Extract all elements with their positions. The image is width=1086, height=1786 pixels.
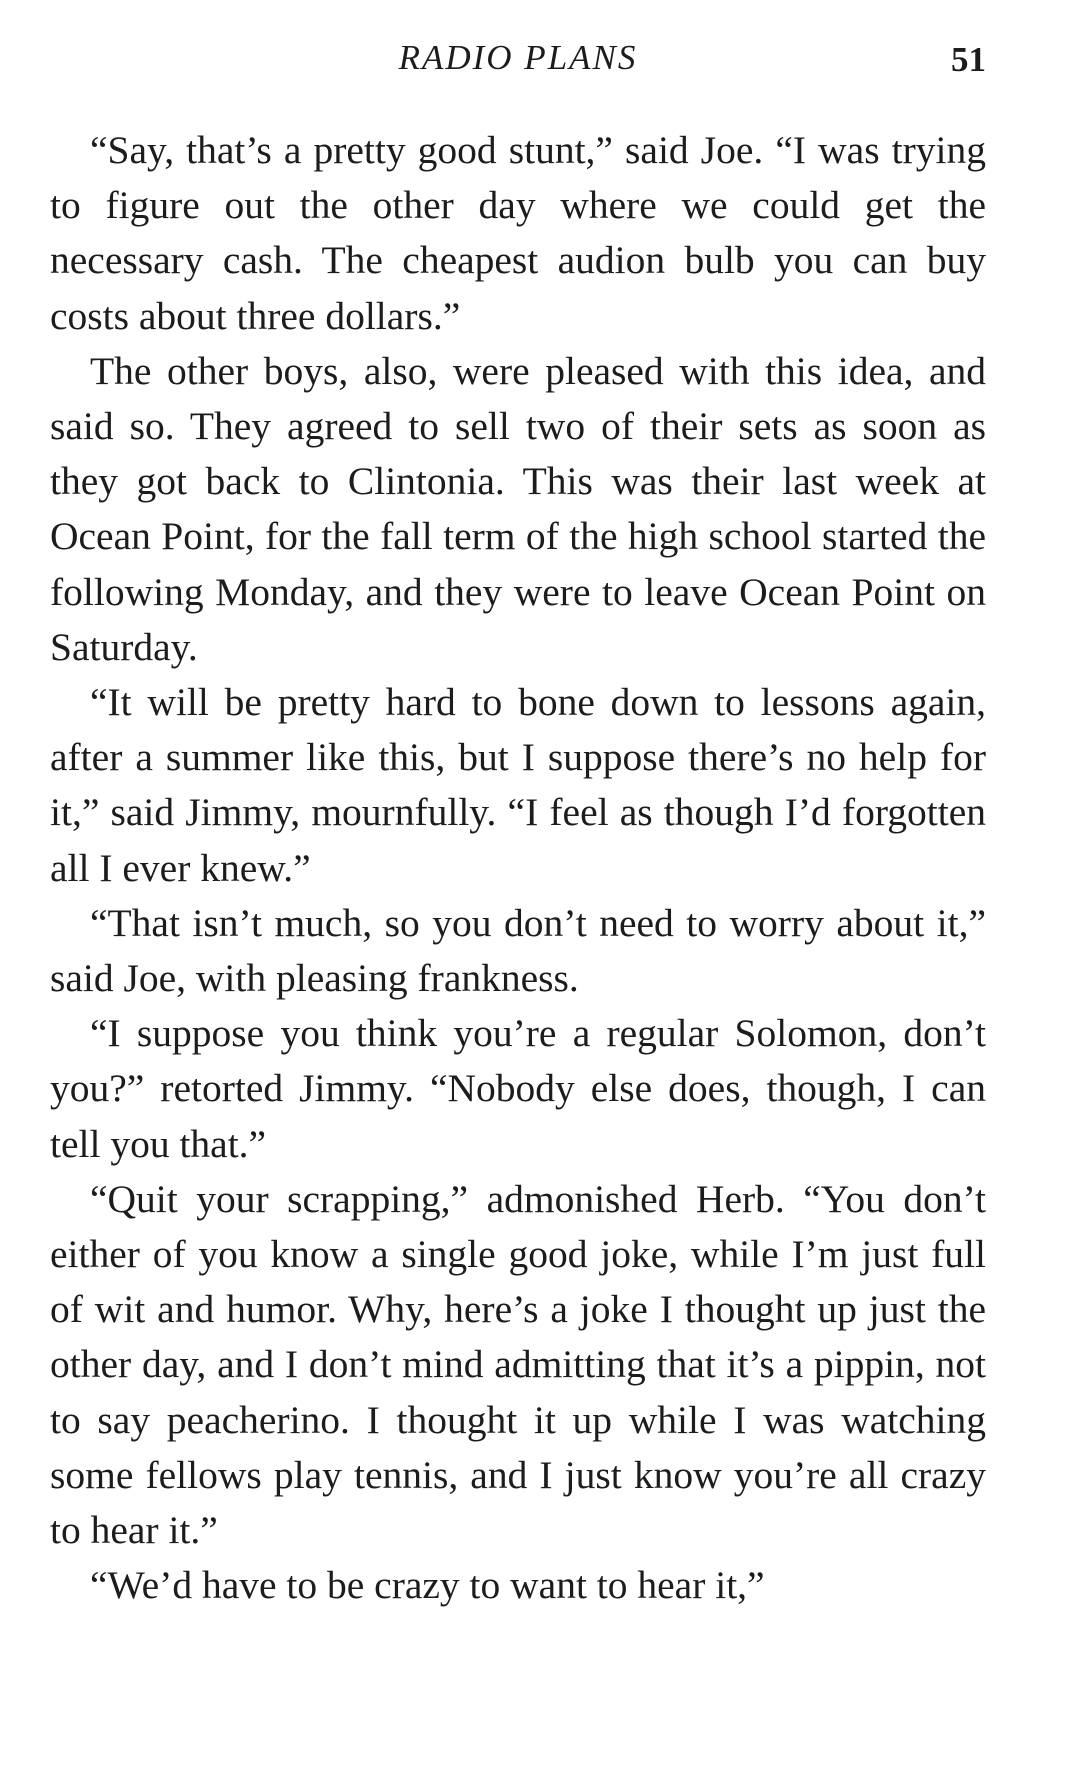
body-text [50,123,986,1613]
paragraph: “It will be pretty hard to bone down to lessons again, after a summer like this, but I suppose there’s no help for it,” said Jimmy, mournfully. “I feel as though I’d forgotten all I ever knew.” [50,680,986,890]
page-number: 51 [951,40,986,79]
running-head-title: RADIO PLANS [398,38,638,77]
paragraph: “Say, that’s a pretty good stunt,” said Joe. “I was trying to figure out the other day where we could get the necessary cash. The cheapest audion bulb you can buy costs about three dollars.” [50,128,986,338]
paragraph: “I suppose you think you’re a regular Solomon, don’t you?” retorted Jimmy. “Nobody else does, though, I can tell you that.” [50,1011,986,1166]
paragraph: “Quit your scrapping,” admonished Herb. “You don’t either of you know a single good joke, while I’m just full of wit and humor. Why, here’s a joke I thought up just the other day, and I don’t mind admitting that it’s a pippin, not to say peacherino. I thought it up while I was watching some fellows play tennis, and I just know you’re all crazy to hear it.” [50,1176,986,1553]
paragraph: “We’d have to be crazy to want to hear it,” [90,1563,765,1608]
paragraph: “That isn’t much, so you don’t need to worry about it,” said Joe, with pleasing frankness. [50,900,986,1001]
paragraph: The other boys, also, were pleased with this idea, and said so. They agreed to sell two of their sets as soon as they got back to Clintonia. This was their last week at Ocean Point, for the fall term of the high school started the following Monday, and they were to leave Ocean Point on Saturday. [50,348,986,669]
running-head [50,38,986,82]
